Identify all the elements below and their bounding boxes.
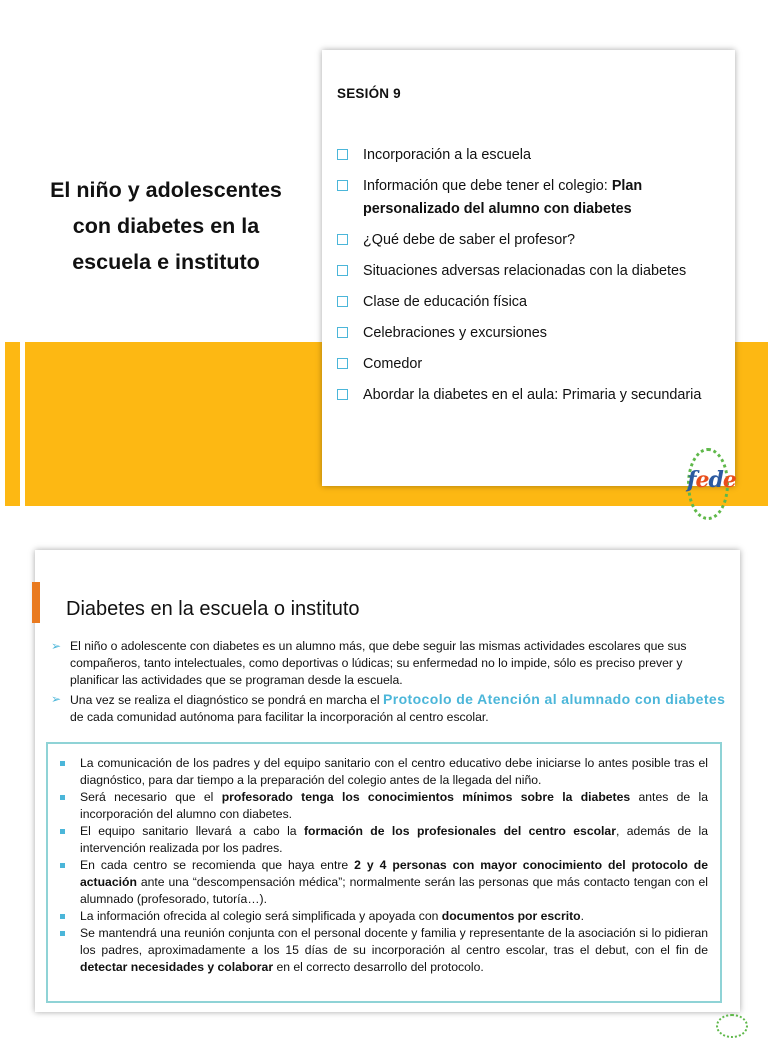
checkbox-icon <box>337 389 348 400</box>
arrow-bullet-icon: ➢ <box>51 692 62 706</box>
agenda-item: Incorporación a la escuela <box>337 144 727 167</box>
slide-2-title: Diabetes en la escuela o instituto <box>66 598 360 620</box>
agenda-item: Celebraciones y excursiones <box>337 322 727 345</box>
checkbox-icon <box>337 265 348 276</box>
intro-bullet: ➢ El niño o adolescente con diabetes es un alumno más, que debe seguir las mismas actividades escolares que sus compañeros, tanto intelectuales, como deportivas o lúdicas; su enfermedad no lo impide, sólo es preciso prever y planificar las actividades que se programan desde la escuela. <box>51 639 687 687</box>
checkbox-icon <box>337 149 348 160</box>
checkbox-icon <box>337 296 348 307</box>
square-bullet-icon <box>60 914 65 919</box>
square-bullet-icon <box>60 795 65 800</box>
agenda-item: Información que debe tener el colegio: Plan personalizado del alumno con diabetes <box>337 175 727 221</box>
agenda-item: Situaciones adversas relacionadas con la diabetes <box>337 260 727 283</box>
session-heading: SESIÓN 9 <box>337 86 401 101</box>
agenda-list <box>337 144 727 415</box>
intro-bullets <box>50 638 730 728</box>
key-point: La información ofrecida al colegio será simplificada y apoyada con documentos por escrito. <box>58 908 708 925</box>
protocol-highlight: Protocolo de Atención al alumnado con diabetes <box>383 691 726 707</box>
key-point: El equipo sanitario llevará a cabo la formación de los profesionales del centro escolar, además de la intervención realizada por los padres. <box>58 823 708 857</box>
arrow-bullet-icon: ➢ <box>51 639 62 653</box>
checkbox-icon <box>337 180 348 191</box>
title-accent-bar <box>32 582 40 623</box>
agenda-item: Clase de educación física <box>337 291 727 314</box>
band-divider <box>20 342 25 506</box>
checkbox-icon <box>337 358 348 369</box>
logo-text: fede <box>687 467 736 493</box>
session-card <box>322 50 735 486</box>
slide-1-title: El niño y adolescentes con diabetes en la escuela e instituto <box>50 178 282 274</box>
checkbox-icon <box>337 234 348 245</box>
agenda-item: Abordar la diabetes en el aula: Primaria y secundaria <box>337 384 727 407</box>
fede-logo-partial-icon <box>716 1014 748 1038</box>
square-bullet-icon <box>60 863 65 868</box>
square-bullet-icon <box>60 761 65 766</box>
agenda-item: Comedor <box>337 353 727 376</box>
key-point: La comunicación de los padres y del equipo sanitario con el centro educativo debe iniciarse lo antes posible tras el diagnóstico, para dar tiempo a la preparación del colegio antes de la llegada del niño. <box>58 755 708 789</box>
agenda-item: ¿Qué debe de saber el profesor? <box>337 229 727 252</box>
checkbox-icon <box>337 327 348 338</box>
key-point: Se mantendrá una reunión conjunta con el personal docente y familia y representante de la asociación si lo pidieran los padres, aproximadamente a los 15 días de su incorporación al centro escolar, tras el debut, con el fin de detectar necesidades y colaborar en el correcto desarrollo del protocolo. <box>58 925 708 976</box>
key-point: En cada centro se recomienda que haya entre 2 y 4 personas con mayor conocimiento del protocolo de actuación ante una “descompensación médica”; normalmente serán las personas que más contacto tengan con el alumnado (profesorado, tutoría…). <box>58 857 708 908</box>
fede-logo <box>684 445 752 519</box>
key-point: Será necesario que el profesorado tenga los conocimientos mínimos sobre la diabetes antes de la incorporación del alumno con diabetes. <box>58 789 708 823</box>
key-points-box <box>46 742 722 1003</box>
slide-2 <box>35 550 740 1012</box>
square-bullet-icon <box>60 931 65 936</box>
intro-bullet: ➢ Una vez se realiza el diagnóstico se pondrá en marcha el Protocolo de Atención al alumnado con diabetes de cada comunidad autónoma para facilitar la incorporación al centro escolar. <box>51 691 726 724</box>
band-divider <box>0 342 5 506</box>
square-bullet-icon <box>60 829 65 834</box>
